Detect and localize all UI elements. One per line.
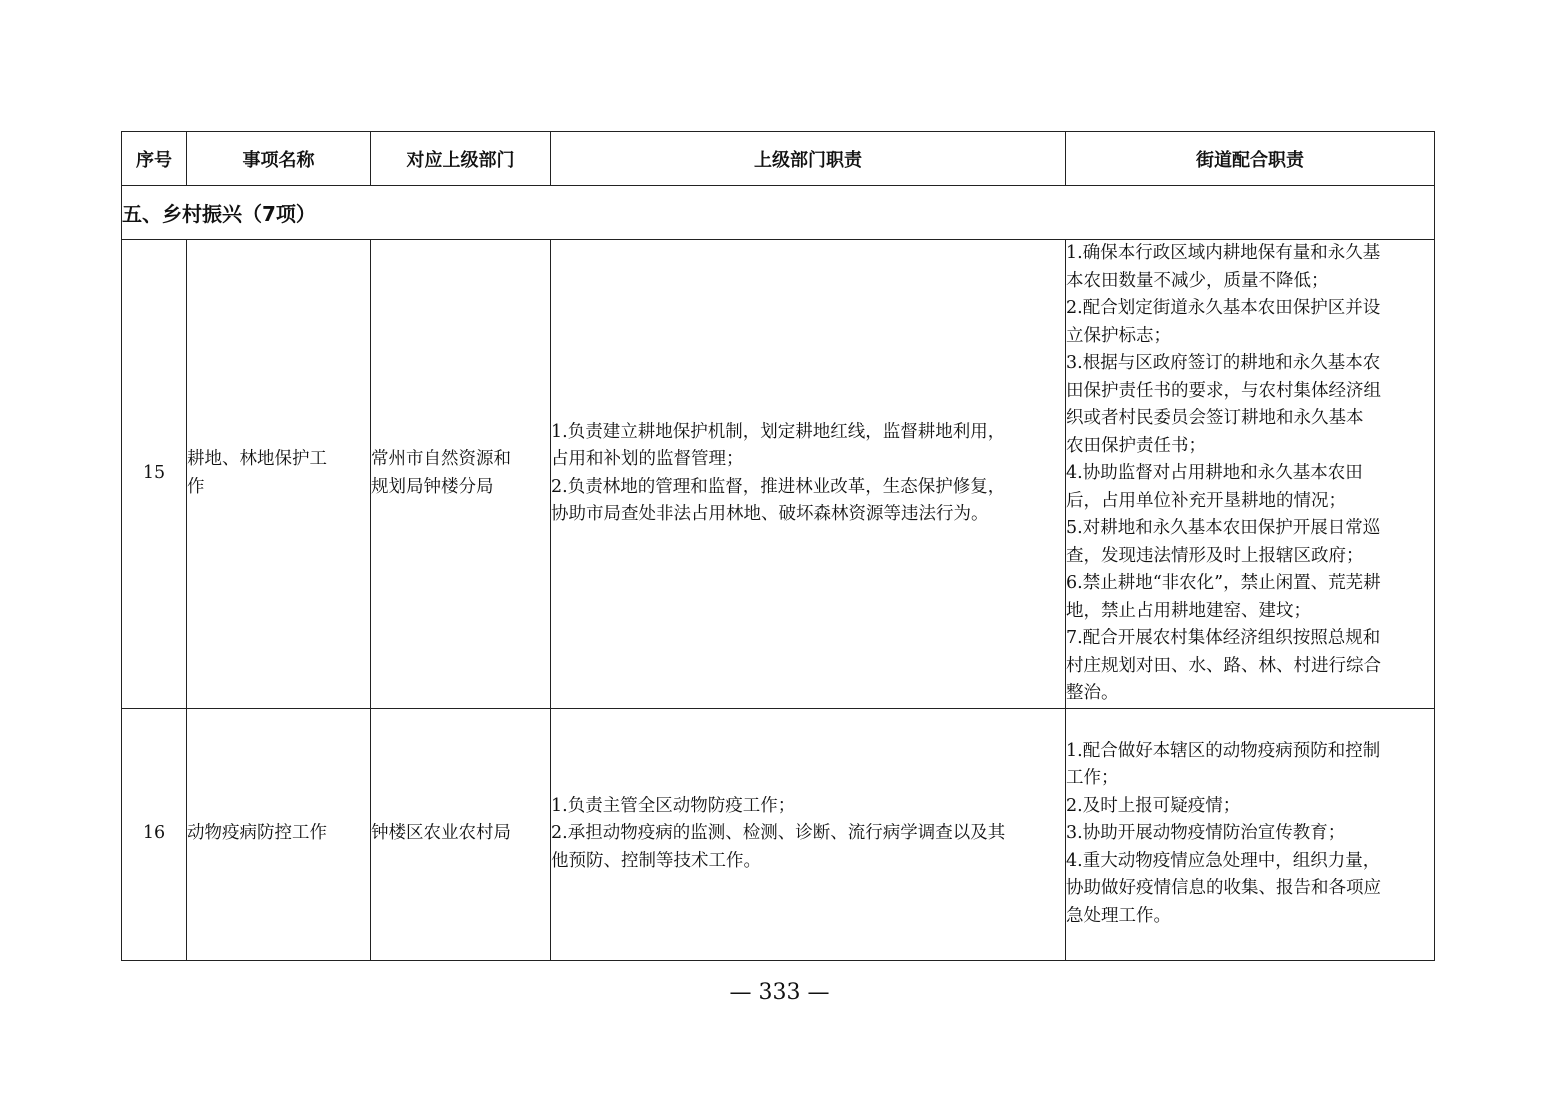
header-superior-duties: 上级部门职责	[551, 132, 1066, 186]
text-line: 动物疫病防控工作	[187, 823, 327, 844]
table-header-row	[122, 132, 1435, 186]
text-line: 耕地、林地保护工	[187, 449, 327, 470]
page-number: — 333 —	[729, 980, 830, 1005]
text-line: 规划局钟楼分局	[371, 476, 494, 497]
text-line: 5.对耕地和永久基本农田保护开展日常巡	[1066, 518, 1381, 538]
text-line: 占用和补划的监督管理；	[551, 449, 744, 470]
text-line: 4.重大动物疫情应急处理中，组织力量，	[1066, 850, 1381, 871]
item-name-cell	[187, 240, 371, 709]
text-line: 工作；	[1066, 768, 1119, 789]
text-line: 作	[187, 476, 205, 497]
table-row	[122, 240, 1435, 709]
text-line: 1.配合做好本辖区的动物疫病预防和控制	[1066, 740, 1381, 761]
text-line: 2.负责林地的管理和监督，推进林业改革，生态保护修复，	[551, 476, 1006, 497]
header-street-duties: 街道配合职责	[1066, 132, 1435, 186]
text-line: 他预防、控制等技术工作。	[551, 850, 761, 871]
text-line: 3.协助开展动物疫情防治宣传教育；	[1066, 823, 1346, 844]
department-cell	[371, 240, 551, 709]
text-line: 1.负责建立耕地保护机制，划定耕地红线，监督耕地利用，	[551, 421, 1006, 442]
text-line: 7.配合开展农村集体经济组织按照总规和	[1066, 628, 1381, 648]
text-line: 协助做好疫情信息的收集、报告和各项应	[1066, 878, 1381, 899]
text-line: 2.承担动物疫病的监测、检测、诊断、流行病学调查以及其	[551, 823, 1006, 844]
text-line: 3.根据与区政府签订的耕地和永久基本农	[1066, 353, 1381, 373]
text-line: 后，占用单位补充开垦耕地的情况；	[1066, 490, 1346, 511]
text-line: 钟楼区农业农村局	[371, 823, 511, 844]
text-line: 整治。	[1066, 683, 1119, 703]
row-number: 16	[122, 708, 187, 960]
table-row	[122, 708, 1435, 960]
header-item-name: 事项名称	[187, 132, 371, 186]
duty-table	[121, 131, 1435, 961]
text-line: 1.负责主管全区动物防疫工作；	[551, 795, 796, 816]
section-row	[122, 186, 1435, 240]
department-cell	[371, 708, 551, 960]
text-line: 协助市局查处非法占用林地、破坏森林资源等违法行为。	[551, 504, 989, 525]
text-line: 织或者村民委员会签订耕地和永久基本	[1066, 408, 1364, 428]
street-duties-cell	[1066, 240, 1435, 709]
text-line: 本农田数量不减少，质量不降低；	[1066, 270, 1329, 291]
text-line: 1.确保本行政区域内耕地保有量和永久基	[1066, 243, 1381, 263]
text-line: 查，发现违法情形及时上报辖区政府；	[1066, 545, 1364, 566]
text-line: 地，禁止占用耕地建窑、建坟；	[1066, 600, 1311, 621]
text-line: 农田保护责任书；	[1066, 435, 1206, 456]
text-line: 田保护责任书的要求，与农村集体经济组	[1066, 380, 1381, 401]
superior-duties-cell	[551, 708, 1066, 960]
header-number: 序号	[122, 132, 187, 186]
text-line: 6.禁止耕地“非农化”，禁止闲置、荒芜耕	[1066, 573, 1381, 593]
text-line: 2.配合划定街道永久基本农田保护区并设	[1066, 298, 1381, 318]
text-line: 立保护标志；	[1066, 325, 1171, 346]
section-title: 五、乡村振兴（7项）	[122, 186, 1435, 240]
text-line: 常州市自然资源和	[371, 449, 511, 470]
item-name-cell	[187, 708, 371, 960]
superior-duties-cell	[551, 240, 1066, 709]
text-line: 村庄规划对田、水、路、林、村进行综合	[1066, 655, 1381, 676]
text-line: 4.协助监督对占用耕地和永久基本农田	[1066, 463, 1363, 483]
header-department: 对应上级部门	[371, 132, 551, 186]
text-line: 急处理工作。	[1066, 905, 1171, 926]
text-line: 2.及时上报可疑疫情；	[1066, 795, 1241, 816]
row-number: 15	[122, 240, 187, 709]
street-duties-cell	[1066, 708, 1435, 960]
